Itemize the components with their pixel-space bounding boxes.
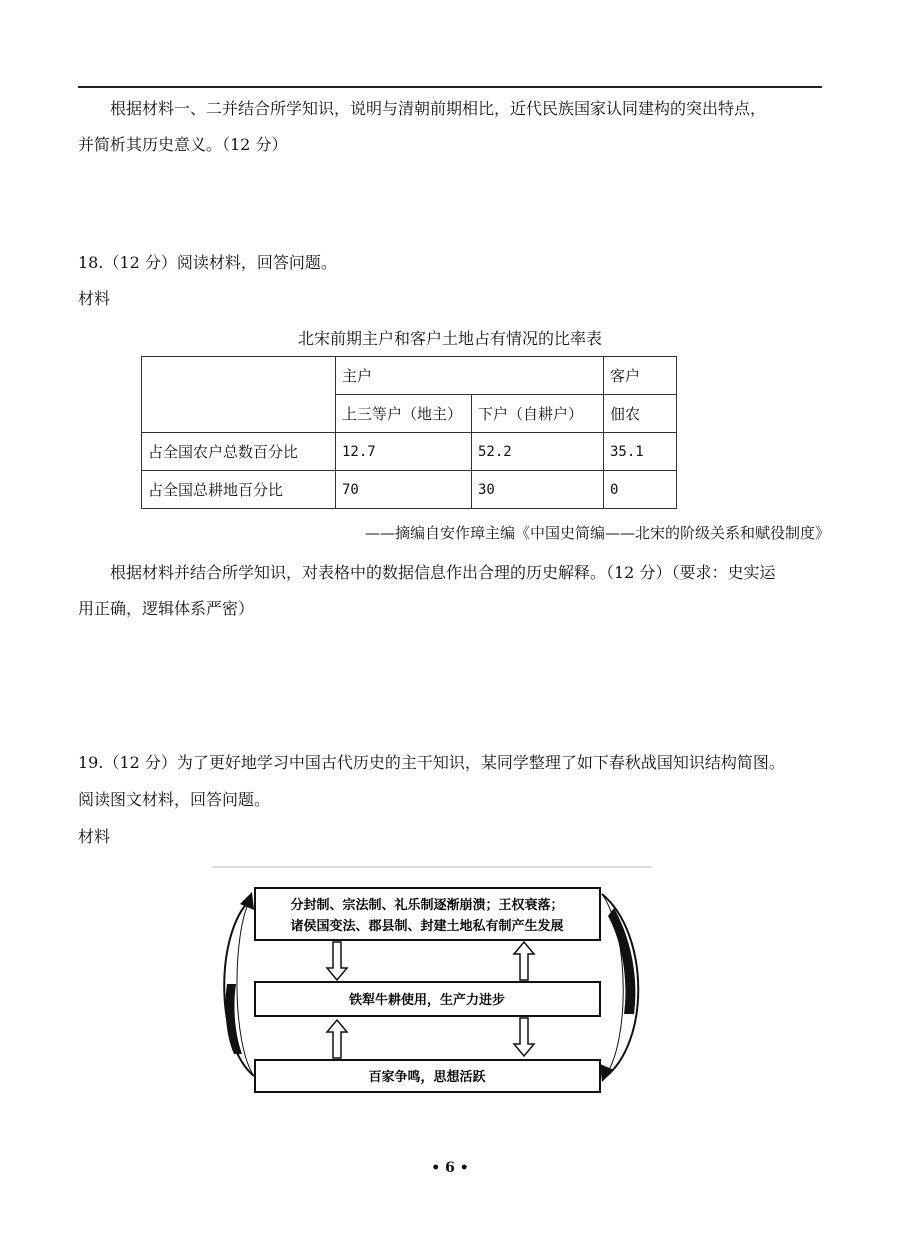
header-rule (78, 86, 822, 88)
header-kehu: 客户 (604, 357, 677, 395)
down-arrow-box1-to-box2 (327, 942, 347, 980)
q19-heading-line1: 19.（12 分）为了更好地学习中国古代历史的主干知识，某同学整理了如下春秋战国知识结构简图。 (78, 753, 785, 772)
cell-lower: 52.2 (472, 433, 604, 471)
q18-question-line2: 用正确，逻辑体系严密） (78, 599, 255, 618)
q18-material-label: 材料 (78, 289, 111, 308)
table-corner-cell (142, 357, 336, 433)
page-number: • 6 • (431, 1160, 469, 1176)
q19-heading-line2: 阅读图文材料，回答问题。 (78, 790, 271, 809)
box1-text-line2: 诸侯国变法、郡县制、封建土地私有制产生发展 (290, 919, 564, 934)
table-caption: 北宋前期主户和客户土地占有情况的比率表 (297, 329, 602, 348)
q17-question-line2: 并简析其历史意义。（12 分） (78, 135, 288, 154)
q18-heading: 18.（12 分）阅读材料，回答问题。 (78, 253, 337, 272)
box-thought (255, 1060, 600, 1092)
land-ratio-table (141, 356, 677, 509)
header-zhuhu: 主户 (336, 357, 604, 395)
table-row (142, 471, 677, 509)
box2-text: 铁犁牛耕使用，生产力进步 (348, 993, 506, 1008)
knowledge-structure-diagram (210, 864, 660, 1104)
subheader-tenant: 佃农 (604, 395, 677, 433)
q17-question-line1: 根据材料一、二并结合所学知识，说明与清朝前期相比，近代民族国家认同建构的突出特点， (110, 99, 767, 118)
left-cycle-arrow (224, 892, 254, 1076)
q19-material-label: 材料 (78, 827, 111, 846)
box1-text-line1: 分封制、宗法制、礼乐制逐渐崩溃；王权衰落； (290, 898, 564, 913)
cell-tenant: 35.1 (604, 433, 677, 471)
row-label: 占全国总耕地百分比 (142, 471, 336, 509)
table-source: ——摘编自安作璋主编《中国史简编——北宋的阶级关系和赋役制度》 (364, 524, 830, 542)
cell-upper: 70 (336, 471, 472, 509)
table-row (142, 433, 677, 471)
box3-text: 百家争鸣，思想活跃 (368, 1070, 486, 1085)
cell-upper: 12.7 (336, 433, 472, 471)
subheader-upper: 上三等户（地主） (336, 395, 472, 433)
row-label: 占全国农户总数百分比 (142, 433, 336, 471)
down-arrow-box2-to-box3 (514, 1018, 534, 1056)
subheader-lower: 下户（自耕户） (472, 395, 604, 433)
box-productivity (255, 982, 600, 1016)
cell-lower: 30 (472, 471, 604, 509)
box-political-system (255, 888, 600, 940)
up-arrow-box3-to-box2 (327, 1020, 347, 1058)
q18-question-line1: 根据材料并结合所学知识，对表格中的数据信息作出合理的历史解释。（12 分）（要求：史实运 (110, 563, 776, 582)
cell-tenant: 0 (604, 471, 677, 509)
up-arrow-box2-to-box1 (514, 942, 534, 980)
right-cycle-arrow (600, 894, 638, 1082)
